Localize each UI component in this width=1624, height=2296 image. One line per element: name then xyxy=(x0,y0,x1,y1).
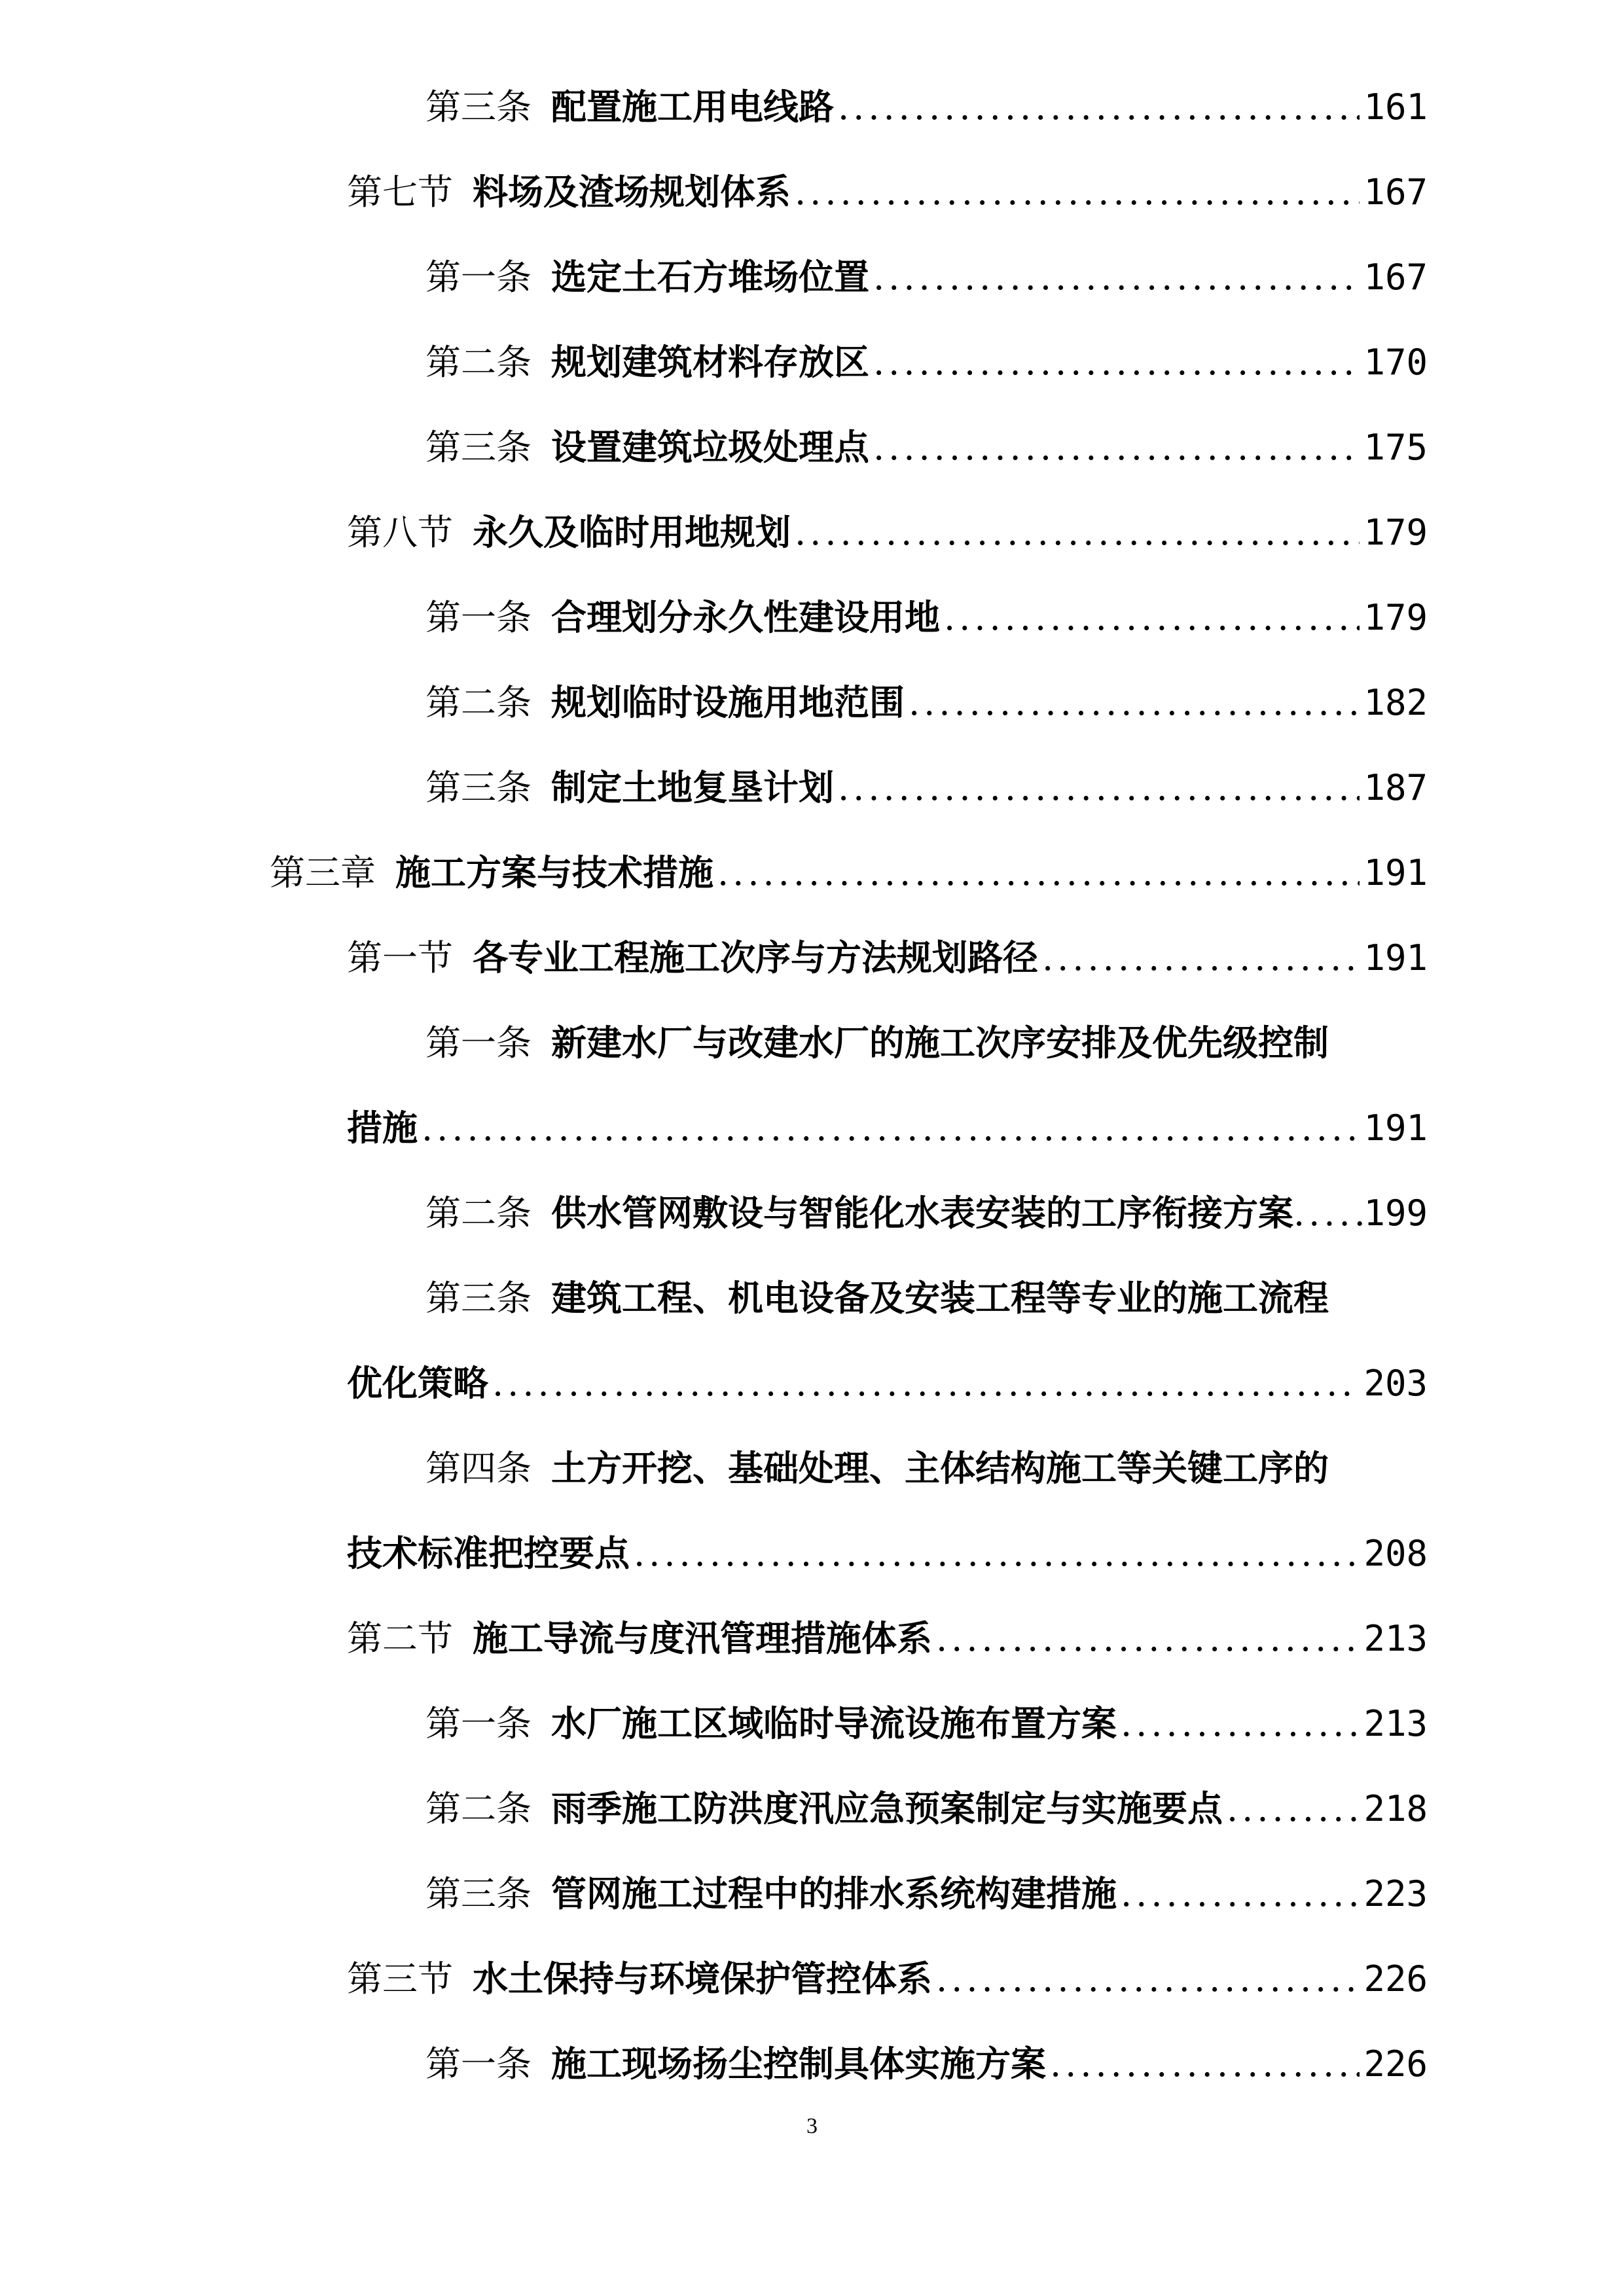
toc-entry-title: 制定土地复垦计划 xyxy=(551,766,834,808)
toc-entry-number: 第二条 xyxy=(425,342,532,383)
toc-entry-title: 水土保持与环境保护管控体系 xyxy=(473,1958,932,2000)
toc-entry-page: 187 xyxy=(1363,767,1428,808)
toc-entry-page: 191 xyxy=(1363,1107,1428,1149)
toc-entry-number: 第七节 xyxy=(347,171,453,213)
dot-leader xyxy=(838,65,1360,150)
toc-entry-number: 第一条 xyxy=(425,1703,532,1744)
dot-leader xyxy=(1227,1767,1360,1852)
toc-entry-title: 永久及临时用地规划 xyxy=(473,511,791,553)
toc-entry-title: 设置建筑垃圾处理点 xyxy=(551,426,869,468)
toc-entry-page: 179 xyxy=(1363,512,1428,553)
toc-entry-page: 167 xyxy=(1363,257,1428,298)
toc-entry[interactable] xyxy=(425,1000,1428,1085)
toc-entry-page: 175 xyxy=(1363,427,1428,468)
dot-leader xyxy=(492,1341,1360,1426)
toc-entry[interactable] xyxy=(425,1255,1428,1340)
toc-entry-page: 213 xyxy=(1363,1703,1428,1744)
page-number-footer: 3 xyxy=(806,2114,818,2138)
dot-leader xyxy=(1293,1171,1363,1256)
dot-leader xyxy=(1121,1681,1360,1767)
toc-entry-title: 优化策略 xyxy=(347,1362,488,1404)
toc-entry[interactable] xyxy=(425,1170,1428,1255)
toc-entry-page: 199 xyxy=(1363,1193,1428,1234)
toc-entry-title: 施工现场扬尘控制具体实施方案 xyxy=(551,2043,1046,2085)
dot-leader xyxy=(873,235,1360,320)
toc-entry-title: 管网施工过程中的排水系统构建措施 xyxy=(551,1873,1117,1914)
toc-entry-title: 施工方案与技术措施 xyxy=(395,852,713,893)
dot-leader xyxy=(838,745,1360,831)
dot-leader xyxy=(909,660,1360,745)
toc-entry-page: 223 xyxy=(1363,1873,1428,1914)
toc-entry-number: 第三条 xyxy=(425,1278,532,1319)
toc-entry-number: 第二条 xyxy=(425,1788,532,1829)
toc-entry-title: 各专业工程施工次序与方法规划路径 xyxy=(473,937,1038,978)
toc-entry[interactable] xyxy=(347,1596,1428,1681)
toc-entry-number: 第一条 xyxy=(425,1022,532,1064)
toc-entry[interactable] xyxy=(425,1426,1428,1511)
toc-entry-title: 水厂施工区域临时导流设施布置方案 xyxy=(551,1702,1117,1744)
dot-leader xyxy=(944,575,1360,660)
toc-entry[interactable] xyxy=(425,234,1428,319)
dot-leader xyxy=(422,1086,1360,1171)
toc-entry[interactable] xyxy=(425,660,1428,745)
toc-entry-page: 218 xyxy=(1363,1788,1428,1829)
toc-entry-page: 203 xyxy=(1363,1363,1428,1404)
toc-entry-number: 第二条 xyxy=(425,1193,532,1234)
dot-leader xyxy=(1050,2022,1360,2107)
toc-entry-title: 规划建筑材料存放区 xyxy=(551,341,869,383)
toc-entry-title: 技术标准把控要点 xyxy=(347,1532,630,1574)
toc-entry-chapter[interactable] xyxy=(270,830,1428,915)
toc-entry-title: 选定土石方堆场位置 xyxy=(551,256,869,298)
toc-entry-page: 161 xyxy=(1363,86,1428,128)
toc-entry-continuation[interactable] xyxy=(347,1340,1428,1426)
toc-entry-continuation[interactable] xyxy=(347,1085,1428,1170)
dot-leader xyxy=(717,831,1360,916)
dot-leader xyxy=(634,1511,1360,1596)
toc-entry-number: 第三章 xyxy=(270,852,376,893)
toc-entry-title: 供水管网敷设与智能化水表安装的工序衔接方案 xyxy=(551,1192,1293,1234)
dot-leader xyxy=(873,405,1360,490)
toc-entry[interactable] xyxy=(347,149,1428,234)
toc-entry-number: 第四条 xyxy=(425,1448,532,1489)
dot-leader xyxy=(1042,916,1360,1001)
toc-entry-number: 第一条 xyxy=(425,2043,532,2085)
toc-entry[interactable] xyxy=(347,915,1428,1000)
toc-entry-number: 第一条 xyxy=(425,597,532,638)
toc-entry-number: 第三节 xyxy=(347,1958,453,2000)
toc-entry[interactable] xyxy=(425,745,1428,830)
toc-entry[interactable] xyxy=(347,1936,1428,2021)
toc-entry[interactable] xyxy=(425,575,1428,660)
toc-entry-page: 179 xyxy=(1363,597,1428,638)
toc-entry-continuation[interactable] xyxy=(347,1511,1428,1596)
toc-entry-number: 第八节 xyxy=(347,512,453,553)
toc-entry-number: 第三条 xyxy=(425,427,532,468)
toc-entry-number: 第三条 xyxy=(425,1873,532,1914)
toc-entry-page: 167 xyxy=(1363,171,1428,213)
dot-leader xyxy=(795,150,1360,235)
toc-entry[interactable] xyxy=(425,64,1428,149)
toc-entry-page: 213 xyxy=(1363,1618,1428,1659)
toc-entry-title: 施工导流与度汛管理措施体系 xyxy=(473,1617,932,1659)
toc-entry-title: 新建水厂与改建水厂的施工次序安排及优先级控制 xyxy=(551,1022,1329,1064)
toc-entry-number: 第三条 xyxy=(425,86,532,128)
toc-entry-title: 建筑工程、机电设备及安装工程等专业的施工流程 xyxy=(551,1277,1329,1319)
toc-entry-page: 170 xyxy=(1363,342,1428,383)
toc-entry-page: 191 xyxy=(1363,937,1428,978)
toc-entry[interactable] xyxy=(347,490,1428,575)
toc-entry[interactable] xyxy=(425,319,1428,404)
toc-entry-title: 规划临时设施用地范围 xyxy=(551,681,905,723)
toc-entry-title: 合理划分永久性建设用地 xyxy=(551,596,940,638)
toc-entry-title: 措施 xyxy=(347,1107,418,1149)
toc-entry-number: 第二节 xyxy=(347,1618,453,1659)
toc-entry-number: 第三条 xyxy=(425,767,532,808)
toc-entry-page: 191 xyxy=(1363,852,1428,893)
dot-leader xyxy=(795,490,1360,575)
toc-entry-page: 208 xyxy=(1363,1533,1428,1574)
dot-leader xyxy=(936,1937,1360,2022)
toc-entry-title: 雨季施工防洪度汛应急预案制定与实施要点 xyxy=(551,1787,1223,1829)
toc-entry-title: 料场及渣场规划体系 xyxy=(473,171,791,213)
toc-entry-page: 182 xyxy=(1363,682,1428,723)
toc-entry[interactable] xyxy=(425,2021,1428,2106)
toc-entry-title: 配置施工用电线路 xyxy=(551,86,834,128)
toc-entry[interactable] xyxy=(425,1766,1428,1851)
toc-entry-number: 第一节 xyxy=(347,937,453,978)
dot-leader xyxy=(936,1596,1360,1681)
toc-entry[interactable] xyxy=(425,404,1428,490)
toc-entry-page: 226 xyxy=(1363,1958,1428,2000)
toc-entry-number: 第一条 xyxy=(425,257,532,298)
toc-entry[interactable] xyxy=(425,1851,1428,1936)
toc-entry[interactable] xyxy=(425,1681,1428,1766)
dot-leader xyxy=(1121,1852,1360,1937)
toc-entry-title: 土方开挖、基础处理、主体结构施工等关键工序的 xyxy=(551,1447,1329,1489)
toc-entry-number: 第二条 xyxy=(425,682,532,723)
dot-leader xyxy=(873,320,1360,405)
toc-entry-page: 226 xyxy=(1363,2043,1428,2085)
